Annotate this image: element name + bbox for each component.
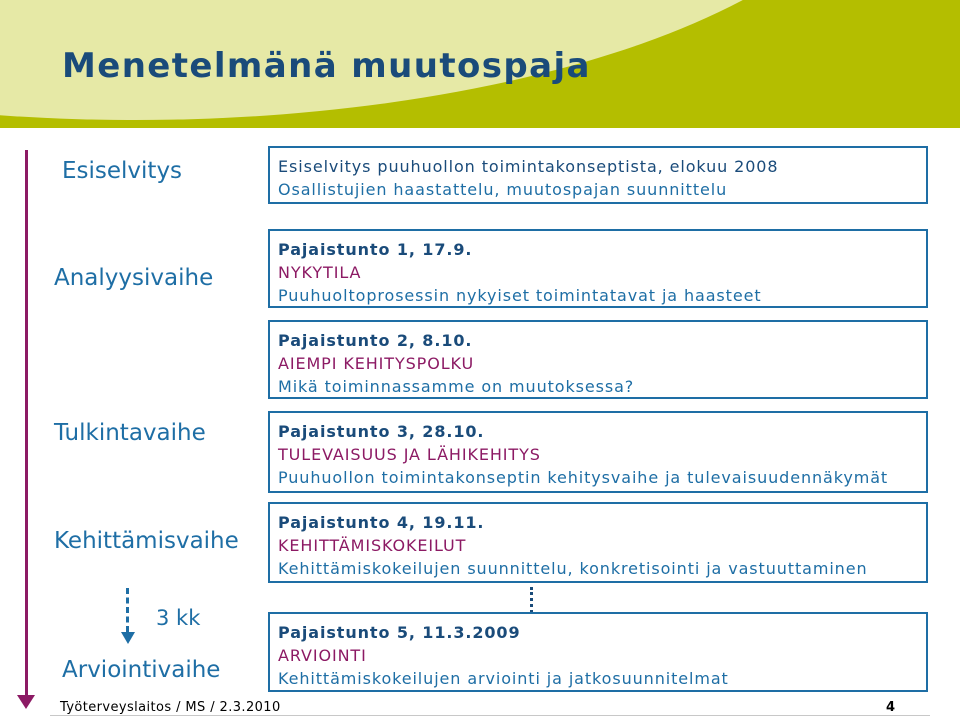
phase-label-esiselvitys: Esiselvitys <box>62 158 183 184</box>
box-session-5 <box>268 612 928 692</box>
box-heading: Pajaistunto 4, 19.11. <box>278 513 485 532</box>
box-heading: Esiselvitys puuhuollon toimintakonseptista, elokuu 2008 <box>278 157 779 176</box>
box-description: Mikä toiminnassamme on muutoksessa? <box>278 377 635 396</box>
phase-label-arviointivaihe: Arviointivaihe <box>62 657 221 683</box>
phase-label-tulkintavaihe: Tulkintavaihe <box>54 420 206 446</box>
box-heading: Pajaistunto 3, 28.10. <box>278 422 485 441</box>
box-description: Puuhuoltoprosessin nykyiset toimintatavat ja haasteet <box>278 286 762 305</box>
interval-arrow-head-icon <box>121 632 135 644</box>
continuation-dots-icon <box>530 587 537 613</box>
box-session-2 <box>268 320 928 399</box>
box-topic: KEHITTÄMISKOKEILUT <box>278 536 467 555</box>
box-session-4 <box>268 502 928 583</box>
box-esiselvitys <box>268 146 928 204</box>
phase-label-kehittamisvaihe: Kehittämisvaihe <box>54 528 239 554</box>
interval-dashed-arrow <box>126 588 133 632</box>
page-title: Menetelmänä muutospaja <box>62 46 591 86</box>
box-topic: TULEVAISUUS JA LÄHIKEHITYS <box>278 445 541 464</box>
box-heading: Pajaistunto 1, 17.9. <box>278 240 473 259</box>
box-topic: AIEMPI KEHITYSPOLKU <box>278 354 475 373</box>
box-topic: NYKYTILA <box>278 263 362 282</box>
box-description: Kehittämiskokeilujen suunnittelu, konkretisointi ja vastuuttaminen <box>278 559 868 578</box>
box-session-1 <box>268 229 928 308</box>
box-description: Osallistujien haastattelu, muutospajan suunnittelu <box>278 180 728 199</box>
box-session-3 <box>268 411 928 493</box>
box-heading: Pajaistunto 2, 8.10. <box>278 331 473 350</box>
timeline-arrow-head-icon <box>17 695 35 709</box>
box-description: Puuhuollon toimintakonseptin kehitysvaihe ja tulevaisuudennäkymät <box>278 468 889 487</box>
footer-source: Työterveyslaitos / MS / 2.3.2010 <box>60 700 281 715</box>
interval-label: 3 kk <box>156 606 201 630</box>
box-heading: Pajaistunto 5, 11.3.2009 <box>278 623 521 642</box>
page-number: 4 <box>886 700 896 715</box>
box-topic: ARVIOINTI <box>278 646 367 665</box>
timeline-arrow-line <box>25 150 28 698</box>
phase-label-analyysivaihe: Analyysivaihe <box>54 265 214 291</box>
box-description: Kehittämiskokeilujen arviointi ja jatkosuunnitelmat <box>278 669 729 688</box>
